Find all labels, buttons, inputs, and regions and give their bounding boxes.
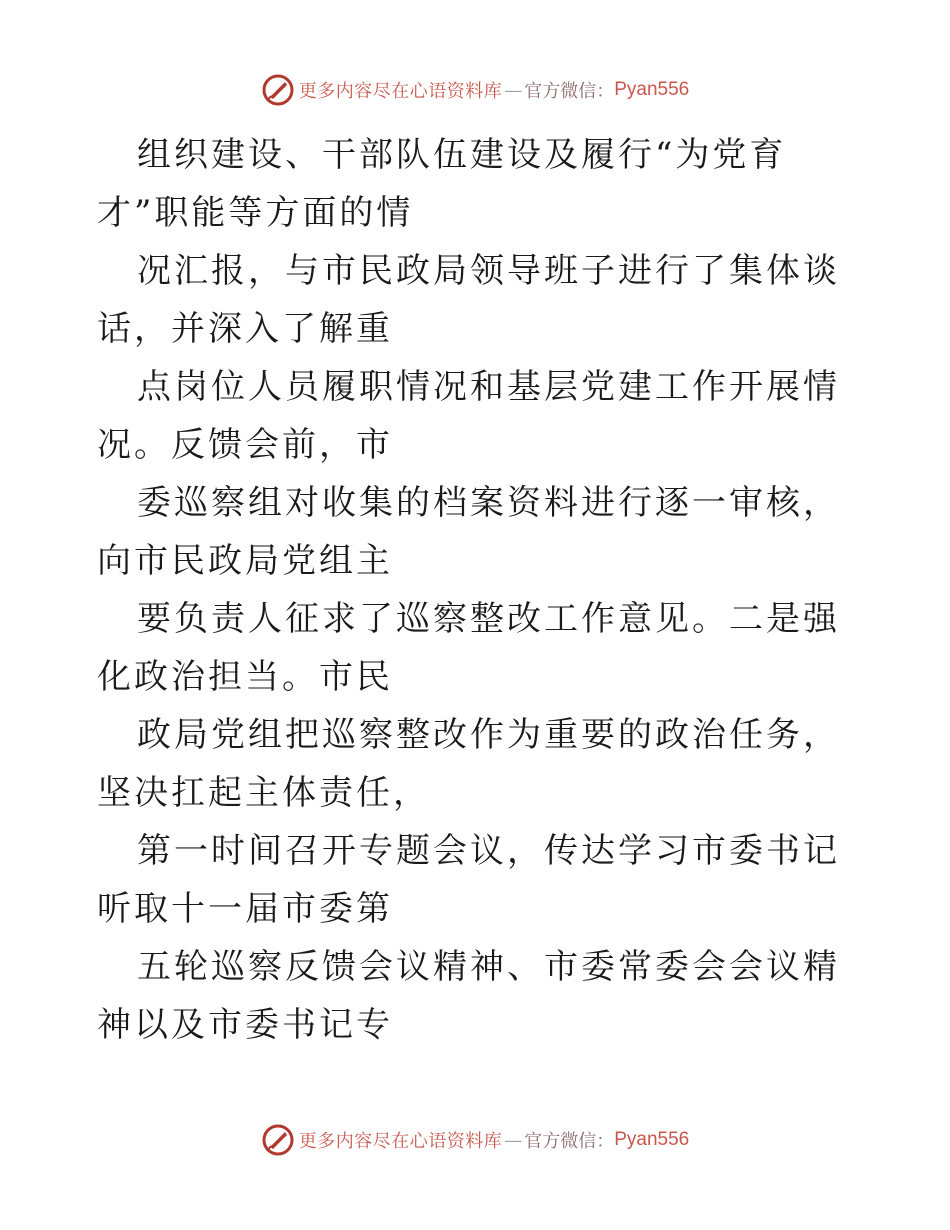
footer-wechat-label: 官方微信： (524, 1131, 615, 1152)
paragraph: 点岗位人员履职情况和基层党建工作开展情况。反馈会前，市 (97, 367, 840, 465)
paragraph: 第一时间召开专题会议，传达学习市委书记听取十一届市委第 (97, 831, 840, 929)
footer-site-text: 更多内容尽在心语资料库 (298, 1131, 503, 1152)
header-separator: — (504, 79, 523, 101)
paragraph: 况汇报，与市民政局领导班子进行了集体谈话，并深入了解重 (97, 251, 840, 349)
paragraph: 委巡察组对收集的档案资料进行逐一审核，向市民政局党组主 (97, 483, 840, 581)
quill-logo-icon (261, 73, 295, 107)
header-site-text: 更多内容尽在心语资料库 (298, 81, 503, 102)
document-body (97, 126, 867, 1054)
footer-watermark (0, 1120, 950, 1160)
paragraph: 组织建设、干部队伍建设及履行“为党育才”职能等方面的情 (97, 135, 787, 233)
header-watermark (0, 70, 950, 110)
paragraph: 五轮巡察反馈会议精神、市委常委会会议精神以及市委书记专 (97, 947, 840, 1045)
header-wechat-id: Pyan556 (614, 79, 690, 100)
header-wechat-label: 官方微信： (524, 81, 615, 102)
footer-wechat-id: Pyan556 (614, 1129, 690, 1150)
footer-separator: — (504, 1129, 523, 1151)
paragraph: 要负责人征求了巡察整改工作意见。二是强化政治担当。市民 (97, 599, 840, 697)
paragraph: 政局党组把巡察整改作为重要的政治任务，坚决扛起主体责任， (97, 715, 840, 813)
quill-logo-icon (261, 1123, 295, 1157)
